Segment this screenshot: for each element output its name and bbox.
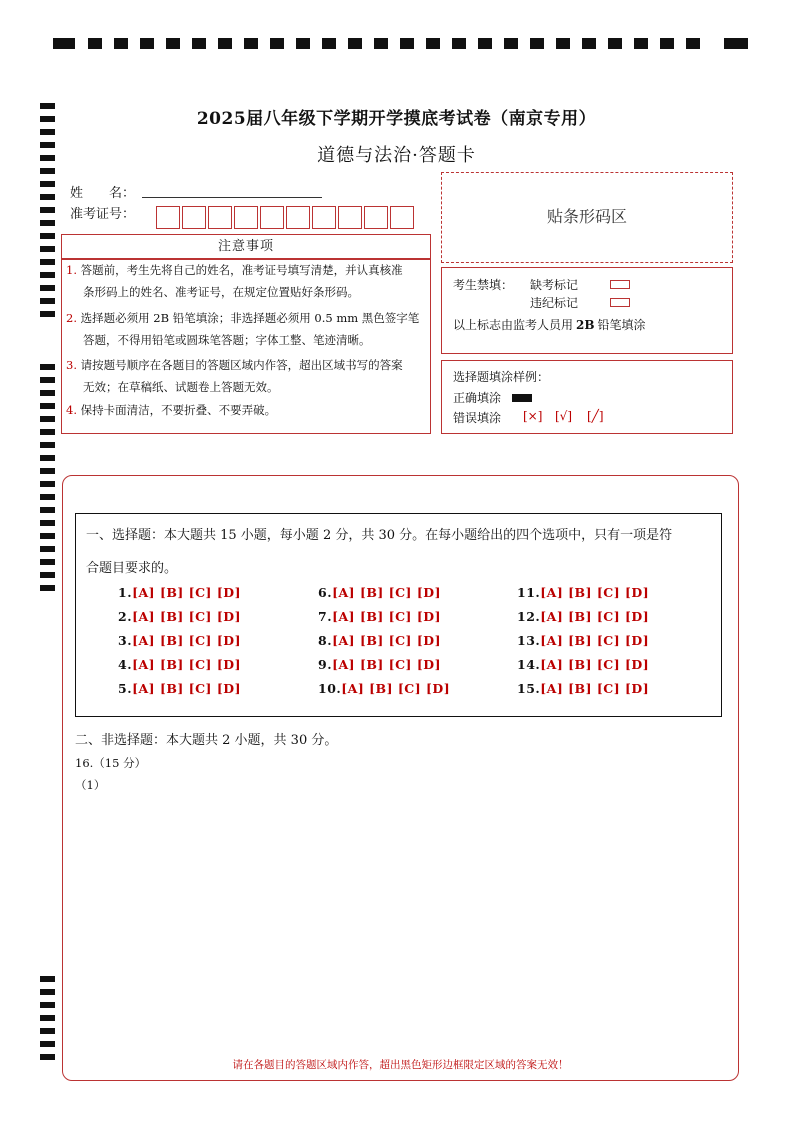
prohibited-box [441,267,733,354]
choice-question[interactable]: 1.[A] [B] [C] [D] [118,585,241,600]
barcode-area [441,172,733,263]
notice-item-1-cont: 条形码上的姓名、准考证号，在规定位置贴好条形码。 [83,285,359,299]
choice-question[interactable]: 11.[A] [B] [C] [D] [517,585,650,600]
question-16-answer-area[interactable] [75,795,722,1045]
choice-section-instructions-line1: 一、选择题：本大题共 15 小题，每小题 2 分，共 30 分。在每小题给出的四个选项中，只有一项是符 [86,528,673,543]
wrong-fill-label: 错误填涂 [453,411,502,425]
choice-question[interactable]: 5.[A] [B] [C] [D] [118,681,241,696]
correct-fill-sample [512,394,532,402]
prohibited-note: 以上标志由监考人员用 2B 铅笔填涂 [453,318,646,332]
choice-question[interactable]: 8.[A] [B] [C] [D] [318,633,441,648]
name-label: 姓 名： [70,186,136,201]
choice-question[interactable]: 4.[A] [B] [C] [D] [118,657,241,672]
notice-item-4: 4. 保持卡面清洁，不要折叠、不要弄破。 [66,403,277,417]
wrong-fill-sample-3: [╱] [587,409,604,423]
choice-question[interactable]: 7.[A] [B] [C] [D] [318,609,441,624]
choice-question[interactable]: 12.[A] [B] [C] [D] [517,609,650,624]
absent-mark-label: 缺考标记 [530,278,579,292]
violation-mark-box[interactable] [610,298,630,307]
notice-title: 注意事项 [217,239,274,254]
fill-sample-box [441,360,733,434]
choice-question[interactable]: 10.[A] [B] [C] [D] [318,681,451,696]
choice-question[interactable]: 6.[A] [B] [C] [D] [318,585,441,600]
violation-mark-label: 违纪标记 [530,296,579,310]
barcode-area-label: 贴条形码区 [546,207,627,226]
notice-header [61,234,431,259]
choice-question[interactable]: 15.[A] [B] [C] [D] [517,681,650,696]
choice-question[interactable]: 3.[A] [B] [C] [D] [118,633,241,648]
question-16-label: 16.（15 分） [75,756,147,770]
notice-item-1: 1. 答题前，考生先将自己的姓名，准考证号填写清楚，并认真核准 [66,263,403,277]
notice-item-3: 3. 请按题号顺序在各题目的答题区域内作答，超出区域书写的答案 [66,358,403,372]
fill-sample-title: 选择题填涂样例： [453,370,550,384]
choice-question[interactable]: 2.[A] [B] [C] [D] [118,609,241,624]
notice-item-3-cont: 无效；在草稿纸、试题卷上答题无效。 [83,380,279,394]
choice-section-instructions-line2: 合题目要求的。 [86,561,178,576]
notice-item-2: 2. 选择题必须用 2B 铅笔填涂；非选择题必须用 0.5 mm 黑色签字笔 [66,311,420,325]
exam-title: 2025届八年级下学期开学摸底考试卷（南京专用） [196,109,597,129]
absent-mark-box[interactable] [610,280,630,289]
notice-item-2-cont: 答题，不得用铅笔或圆珠笔答题；字体工整、笔迹清晰。 [83,333,371,347]
top-timing-marks [53,38,748,50]
choice-question[interactable]: 14.[A] [B] [C] [D] [517,657,650,672]
wrong-fill-sample-2: [√] [555,409,573,423]
choice-question[interactable]: 13.[A] [B] [C] [D] [517,633,650,648]
footer-warning: 请在各题目的答题区域内作答，超出黑色矩形边框限定区域的答案无效！ [232,1059,569,1071]
choice-question[interactable]: 9.[A] [B] [C] [D] [318,657,441,672]
answer-sheet-subtitle: 道德与法治·答题卡 [317,145,476,166]
wrong-fill-sample-1: [×] [523,409,543,423]
prohibited-label: 考生禁填： [453,278,514,292]
name-field[interactable] [142,197,322,198]
id-label: 准考证号： [70,207,136,222]
question-16-part-1: （1） [75,778,106,792]
non-choice-section-title: 二、非选择题：本大题共 2 小题，共 30 分。 [75,733,338,748]
correct-fill-label: 正确填涂 [453,391,502,405]
